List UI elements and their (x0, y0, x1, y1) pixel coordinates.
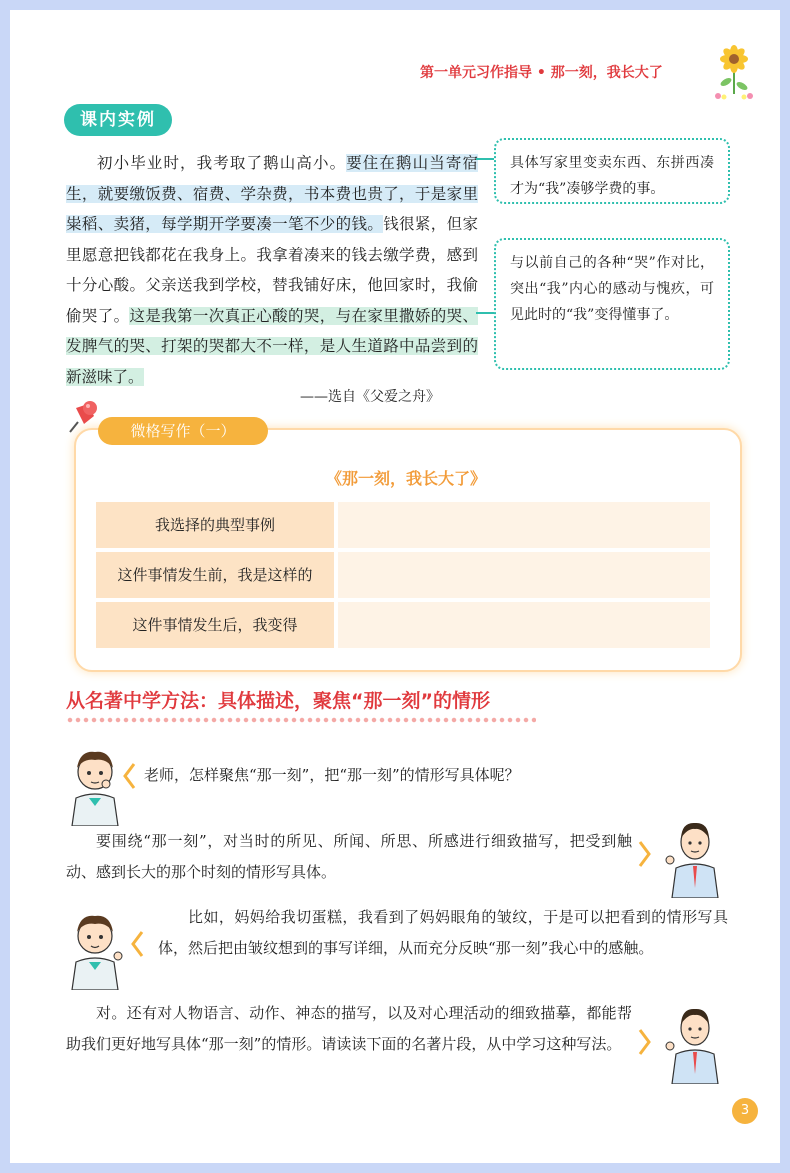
writing-row-label: 这件事情发生前，我是这样的 (96, 552, 334, 598)
essay-highlight-blue: 要住在鹅山当寄宿生，就要缴饭费、宿费、学杂费，书本费也贵了，于是家里粜稻、卖猪，每学期开学要凑一笔不少的钱。 (66, 154, 478, 233)
dialogue-teacher-2 (66, 998, 632, 1060)
pushpin-icon (64, 398, 102, 436)
running-header: 第一单元习作指导 • 那一刻，我长大了 (420, 65, 663, 81)
essay-highlight-green: 这是我第一次真正心酸的哭，与在家里撒娇的哭、发脾气的哭、打架的哭都大不一样，是人生道路中品尝到的新滋味了。 (66, 306, 478, 386)
method-heading: 从名著中学方法：具体描述，聚焦“那一刻”的情形 (66, 690, 490, 712)
writing-answer-field[interactable] (338, 602, 710, 648)
writing-row (96, 602, 710, 648)
writing-row-label: 这件事情发生后，我变得 (96, 602, 334, 648)
heading-underline-dots (66, 716, 536, 724)
note-connector (476, 312, 494, 314)
dialogue-text: 对。还有对人物语言、动作、神态的描写，以及对心理活动的细致描摹，都能帮助我们更好地写具体“那一刻”的情形。请读读下面的名著片段，从中学习这种写法。 (66, 1004, 632, 1053)
teacher-avatar (664, 814, 726, 898)
chevron-left-icon (122, 762, 138, 790)
teacher-avatar (664, 1000, 726, 1084)
writing-row-label: 我选择的典型事例 (96, 502, 334, 548)
annotation-note: 具体写家里变卖东西、东拼西凑才为“我”凑够学费的事。 (494, 138, 730, 204)
dialogue-student-2 (158, 902, 728, 964)
annotation-note: 与以前自己的各种“哭”作对比，突出“我”内心的感动与愧疚，可见此时的“我”变得懂事了。 (494, 238, 730, 370)
sunflower-icon (710, 42, 758, 100)
essay-sentence-1: 初小毕业时，我考取了鹅山高小。 (97, 154, 347, 172)
note-connector (476, 158, 494, 160)
dialogue-text: 老师，怎样聚焦“那一刻”，把“那一刻”的情形写具体呢？ (144, 766, 520, 784)
writing-answer-field[interactable] (338, 552, 710, 598)
chevron-right-icon (636, 1028, 652, 1056)
writing-row (96, 502, 710, 548)
micro-writing-title: 《那一刻，我长大了》 (325, 469, 486, 488)
essay-sentence-3: 钱很紧，但家里愿意把钱都花在我身上。我拿着凑来的钱去缴学费，感到十分心酸。父亲送我到学校，替我铺好床，他回家时，我偷偷哭了。 (66, 215, 478, 325)
chevron-right-icon (636, 840, 652, 868)
essay-excerpt (66, 148, 478, 392)
micro-writing-tag: 微格写作（一） (98, 417, 268, 445)
student-avatar (64, 906, 126, 990)
chevron-left-icon (130, 930, 146, 958)
dialogue-text: 比如，妈妈给我切蛋糕，我看到了妈妈眼角的皱纹，于是可以把看到的情形写具体，然后把由皱纹想到的事写详细，从而充分反映“那一刻”我心中的感触。 (158, 908, 728, 957)
dialogue-text: 要围绕“那一刻”，对当时的所见、所闻、所思、所感进行细致描写，把受到触动、感到长大的那个时刻的情形写具体。 (66, 832, 632, 881)
page-number: 3 (732, 1098, 758, 1124)
essay-source: ——选自《父爱之舟》 (300, 389, 440, 405)
writing-row (96, 552, 710, 598)
student-avatar (64, 742, 126, 826)
section-tag: 课内实例 (64, 104, 172, 136)
writing-answer-field[interactable] (338, 502, 710, 548)
dialogue-teacher-1 (66, 826, 632, 888)
dialogue-student-1 (144, 760, 724, 791)
